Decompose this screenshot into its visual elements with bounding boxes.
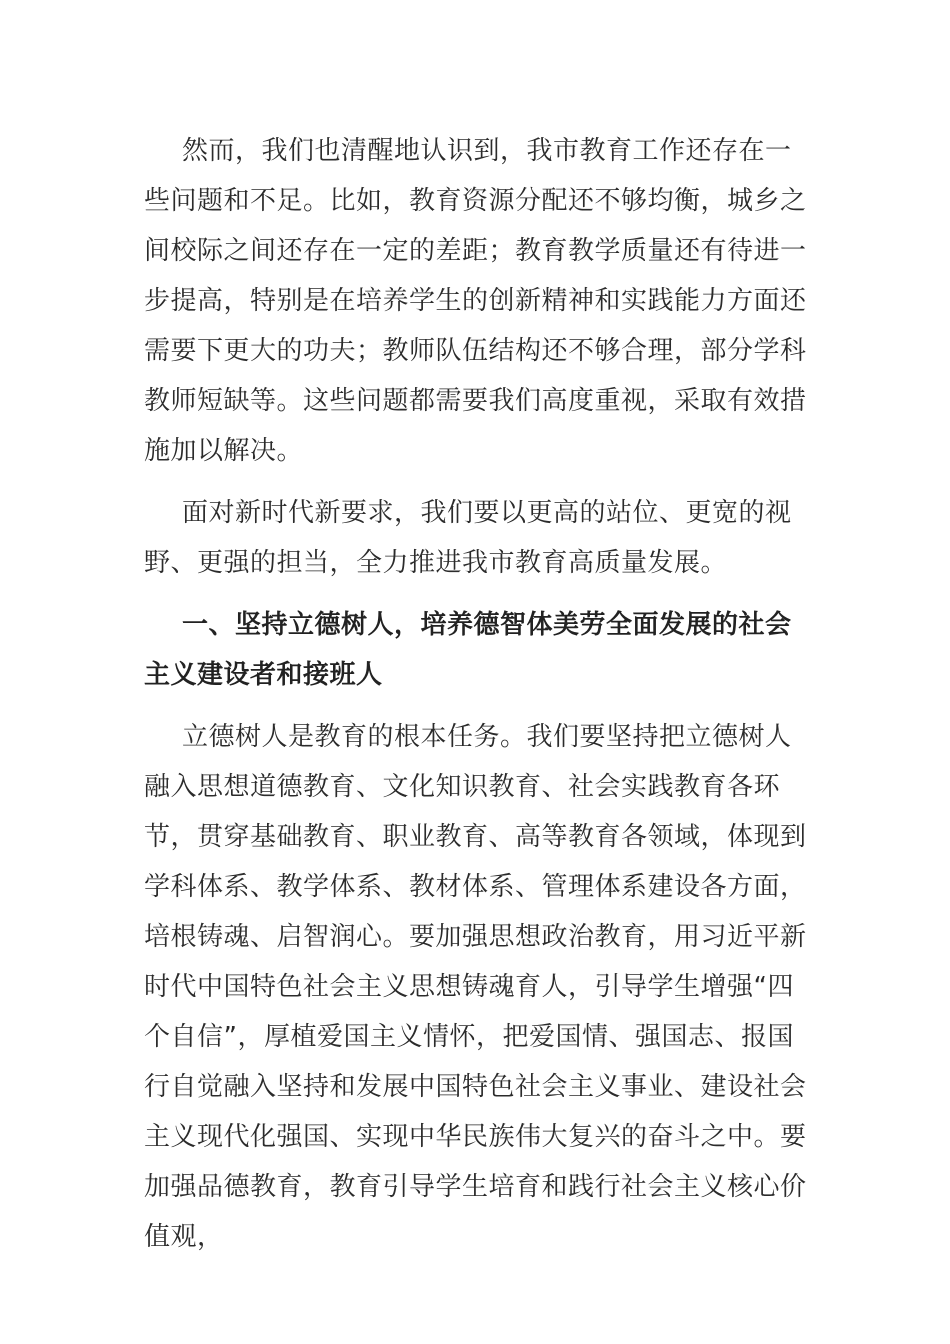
paragraph-gap xyxy=(144,700,810,712)
paragraph-new-era: 面对新时代新要求，我们要以更高的站位、更宽的视野、更强的担当，全力推进我市教育高质量发展。 xyxy=(144,498,792,578)
section-heading-1: 一、坚持立德树人，培养德智体美劳全面发展的社会主义建设者和接班人 xyxy=(144,610,792,690)
paragraph-problems: 然而，我们也清醒地认识到，我市教育工作还存在一些问题和不足。比如，教育资源分配还不够均衡，城乡之间校际之间还存在一定的差距；教育教学质量还有待进一步提高，特别是在培养学生的创新精神和实践能力方面还需要下更大的功夫；教师队伍结构还不够合理，部分学科教师短缺等。这些问题都需要我们高度重视，采取有效措施加以解决。 xyxy=(144,136,807,466)
paragraph-gap xyxy=(144,476,810,488)
paragraph-moral-education: 立德树人是教育的根本任务。我们要坚持把立德树人融入思想道德教育、文化知识教育、社会实践教育各环节，贯穿基础教育、职业教育、高等教育各领域，体现到学科体系、教学体系、教材体系、管理体系建设各方面，培根铸魂、启智润心。要加强思想政治教育，用习近平新时代中国特色社会主义思想铸魂育人，引导学生增强“四个自信”，厚植爱国主义情怀，把爱国情、强国志、报国行自觉融入坚持和发展中国特色社会主义事业、建设社会主义现代化强国、实现中华民族伟大复兴的奋斗之中。要加强品德教育，教育引导学生培育和践行社会主义核心价值观， xyxy=(144,722,807,1252)
document-body xyxy=(144,126,810,1262)
paragraph-gap xyxy=(144,588,810,600)
